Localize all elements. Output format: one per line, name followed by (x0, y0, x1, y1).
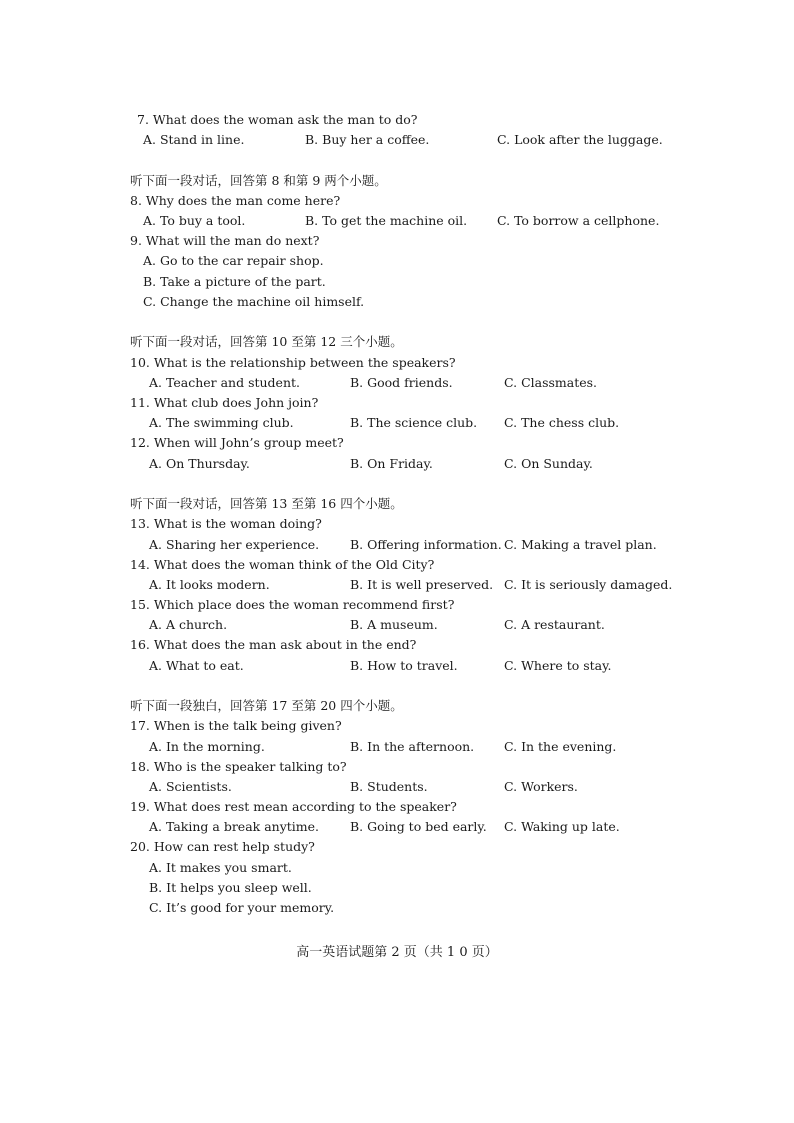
question-19-option-c: C. Waking up late. (504, 819, 620, 834)
question-14-option-a: A. It looks modern. (149, 577, 270, 592)
question-7-option-a: A. Stand in line. (143, 132, 245, 147)
question-16-option-a: A. What to eat. (149, 658, 244, 673)
section-heading-13-16: 听下面一段对话，回答第 13 至第 16 四个小题。 (130, 496, 403, 511)
question-9-option-b: B. Take a picture of the part. (143, 274, 326, 289)
question-14-stem: 14. What does the woman think of the Old City? (130, 557, 435, 572)
question-18-stem: 18. Who is the speaker talking to? (130, 759, 347, 774)
question-7-option-c: C. Look after the luggage. (497, 132, 663, 147)
question-12-option-b: B. On Friday. (350, 456, 433, 471)
question-19-option-a: A. Taking a break anytime. (149, 819, 320, 834)
question-14-option-c: C. It is seriously damaged. (504, 577, 673, 592)
question-10-stem: 10. What is the relationship between the speakers? (130, 355, 456, 370)
question-18-option-c: C. Workers. (504, 779, 578, 794)
question-9-option-a: A. Go to the car repair shop. (143, 253, 324, 268)
question-11-option-b: B. The science club. (350, 415, 478, 430)
question-12-option-a: A. On Thursday. (149, 456, 250, 471)
question-15-stem: 15. Which place does the woman recommend first? (130, 597, 455, 612)
question-7-stem: 7. What does the woman ask the man to do? (137, 112, 418, 127)
question-17-option-c: C. In the evening. (504, 739, 617, 754)
question-10-option-a: A. Teacher and student. (149, 375, 301, 390)
question-11-stem: 11. What club does John join? (130, 395, 319, 410)
question-17-option-a: A. In the morning. (149, 739, 265, 754)
question-16-stem: 16. What does the man ask about in the end? (130, 637, 417, 652)
question-16-option-c: C. Where to stay. (504, 658, 612, 673)
question-20-option-c: C. It’s good for your memory. (149, 900, 335, 915)
question-10-option-b: B. Good friends. (350, 375, 453, 390)
question-12-option-c: C. On Sunday. (504, 456, 593, 471)
page-footer: 高一英语试题第 2 页（共 1 0 页） (296, 945, 498, 960)
question-17-option-b: B. In the afternoon. (350, 739, 475, 754)
question-13-option-a: A. Sharing her experience. (149, 537, 320, 552)
question-10-option-c: C. Classmates. (504, 375, 598, 390)
question-13-option-b: B. Offering information. (350, 537, 502, 552)
section-heading-10-12: 听下面一段对话，回答第 10 至第 12 三个小题。 (130, 334, 403, 349)
question-15-option-c: C. A restaurant. (504, 617, 605, 632)
question-9-option-c: C. Change the machine oil himself. (143, 294, 365, 309)
question-8-stem: 8. Why does the man come here? (130, 193, 341, 208)
question-20-stem: 20. How can rest help study? (130, 839, 315, 854)
question-8-option-c: C. To borrow a cellphone. (497, 213, 660, 228)
question-16-option-b: B. How to travel. (350, 658, 458, 673)
question-13-option-c: C. Making a travel plan. (504, 537, 657, 552)
question-15-option-b: B. A museum. (350, 617, 438, 632)
question-20-option-a: A. It makes you smart. (149, 860, 292, 875)
question-11-option-a: A. The swimming club. (149, 415, 294, 430)
question-18-option-a: A. Scientists. (149, 779, 232, 794)
question-20-option-b: B. It helps you sleep well. (149, 880, 312, 895)
section-heading-8-9: 听下面一段对话，回答第 8 和第 9 两个小题。 (130, 173, 387, 188)
question-8-option-a: A. To buy a tool. (143, 213, 246, 228)
question-13-stem: 13. What is the woman doing? (130, 516, 322, 531)
section-heading-17-20: 听下面一段独白，回答第 17 至第 20 四个小题。 (130, 698, 403, 713)
question-19-option-b: B. Going to bed early. (350, 819, 487, 834)
question-8-option-b: B. To get the machine oil. (305, 213, 468, 228)
question-14-option-b: B. It is well preserved. (350, 577, 494, 592)
question-11-option-c: C. The chess club. (504, 415, 620, 430)
question-18-option-b: B. Students. (350, 779, 428, 794)
question-15-option-a: A. A church. (149, 617, 228, 632)
question-19-stem: 19. What does rest mean according to the speaker? (130, 799, 457, 814)
question-9-stem: 9. What will the man do next? (130, 233, 320, 248)
question-12-stem: 12. When will John’s group meet? (130, 435, 344, 450)
question-17-stem: 17. When is the talk being given? (130, 718, 342, 733)
question-7-option-b: B. Buy her a coffee. (305, 132, 430, 147)
